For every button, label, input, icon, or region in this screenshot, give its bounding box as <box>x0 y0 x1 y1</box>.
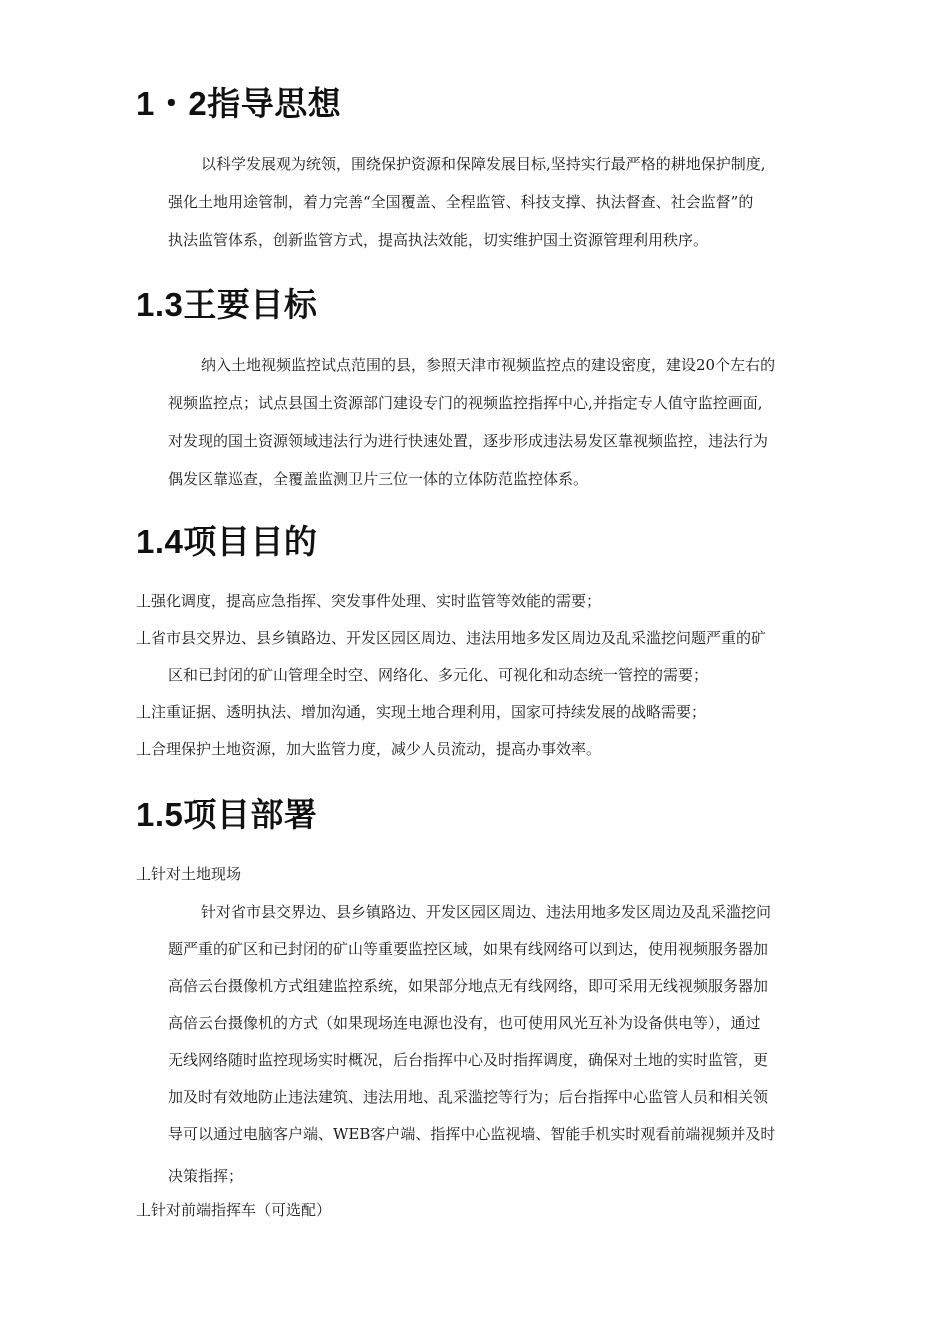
list-item: 丄合理保护土地资源，加大监管力度，减少人员流动，提高办事效率。 <box>136 740 602 758</box>
paragraph-line: 导可以通过电脑客户端、WEB客户端、指挥中心监视墙、智能手机实时观看前端视频并及时 <box>168 1125 776 1143</box>
list-item: 丄针对土地现场 <box>136 865 242 883</box>
paragraph-line: 偶发区靠巡查，全覆盖监测卫片三位一体的立体防范监控体系。 <box>168 470 589 488</box>
list-item: 丄针对前端指挥车（可选配） <box>136 1201 332 1219</box>
list-item: 丄注重证据、透明执法、增加沟通，实现土地合理利用，国家可持续发展的战略需要； <box>136 703 707 721</box>
paragraph-line: 针对省市县交界边、县乡镇路边、开发区园区周边、违法用地多发区周边及乱采滥挖问 <box>201 903 772 921</box>
paragraph-line: 题严重的矿区和已封闭的矿山等重要监控区域，如果有线网络可以到达，使用视频服务器加 <box>168 940 769 958</box>
heading-guiding-ideology: 1・2指导思想 <box>136 85 342 122</box>
paragraph-line: 高倍云台摄像机的方式（如果现场连电源也没有，也可使用风光互补为设备供电等），通过 <box>168 1014 761 1032</box>
paragraph-line: 纳入土地视频监控试点范围的县，参照天津市视频监控点的建设密度，建设20个左右的 <box>201 356 776 374</box>
heading-project-deployment: 1.5项目部署 <box>136 796 318 833</box>
list-item-continuation: 区和已封闭的矿山管理全时空、网络化、多元化、可视化和动态统一管控的需要； <box>168 666 709 684</box>
list-item: 丄省市县交界边、县乡镇路边、开发区园区周边、违法用地多发区周边及乱采滥挖问题严重的矿 <box>136 629 767 647</box>
paragraph-line: 视频监控点；试点县国土资源部门建设专门的视频监控指挥中心,并指定专人值守监控画面, <box>168 394 763 412</box>
paragraph-line: 无线网络随时监控现场实时概况，后台指挥中心及时指挥调度，确保对土地的实时监管，更 <box>168 1051 769 1069</box>
paragraph-line: 执法监管体系，创新监管方式，提高执法效能，切实维护国土资源管理利用秩序。 <box>168 231 709 249</box>
paragraph-line: 加及时有效地防止违法建筑、违法用地、乱采滥挖等行为；后台指挥中心监管人员和相关领 <box>168 1088 769 1106</box>
paragraph-line: 强化土地用途管制，着力完善“全国覆盖、全程监管、科技支撑、执法督查、社会监督”的 <box>168 193 754 211</box>
heading-main-goals: 1.3王要目标 <box>136 286 318 323</box>
paragraph-line: 高倍云台摄像机方式组建监控系统，如果部分地点无有线网络，即可采用无线视频服务器加 <box>168 977 769 995</box>
paragraph-line: 对发现的国土资源领域违法行为进行快速处置，逐步形成违法易发区靠视频监控，违法行为 <box>168 432 769 450</box>
heading-project-purpose: 1.4项目目的 <box>136 523 318 560</box>
paragraph-line: 以科学发展观为统领，围绕保护资源和保障发展目标,坚持实行最严格的耕地保护制度, <box>201 155 766 173</box>
list-item: 丄强化调度，提高应急指挥、突发事件处理、实时监管等效能的需要； <box>136 592 602 610</box>
paragraph-line: 决策指挥； <box>168 1167 244 1185</box>
